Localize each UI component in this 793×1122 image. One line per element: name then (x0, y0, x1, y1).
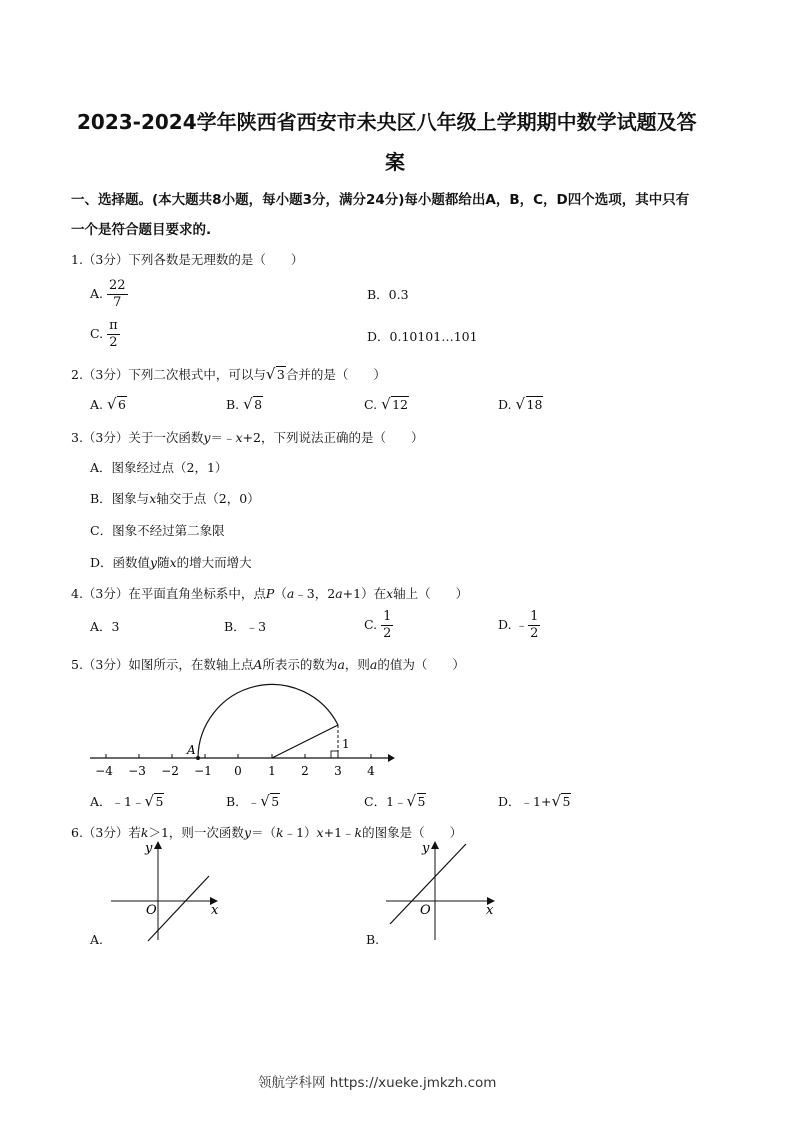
right-angle-mark (331, 751, 338, 758)
square-root (516, 397, 544, 412)
option-label: D. (498, 397, 512, 412)
stem-text: +1）在 (342, 586, 387, 601)
option-text: 的增大而增大 (176, 555, 252, 570)
stem-text: 6.（3分）若 (71, 825, 141, 840)
page-title-line2: 案 (385, 150, 405, 174)
option-text: D．﹣1+ (498, 794, 552, 809)
option-text: 轴交于点（2，0） (156, 491, 260, 506)
y-axis-label: y (422, 841, 430, 856)
variable: a (337, 657, 345, 672)
radicand: 5 (155, 794, 164, 809)
origin-label: O (146, 903, 157, 918)
option-text: B．图象与 (90, 491, 150, 506)
question-5-option-d (498, 792, 571, 810)
radicand: 18 (526, 397, 543, 412)
option-label: C. (364, 397, 378, 412)
stem-text: +1﹣ (323, 825, 355, 840)
question-5-option-b (226, 792, 280, 810)
origin-label: O (420, 903, 431, 918)
variable: x (235, 430, 243, 445)
variable: x (316, 825, 324, 840)
question-4-option-b: B．﹣3 (224, 619, 267, 634)
question-1-option-a (90, 278, 128, 311)
y-axis-label: y (145, 841, 153, 856)
tick-label: −1 (194, 764, 212, 778)
graph-option-b-label: B. (366, 932, 380, 947)
fraction (107, 278, 128, 311)
section-heading-line2: 一个是符合题目要求的. (71, 222, 212, 238)
question-6-stem (71, 823, 462, 841)
question-4-option-d (498, 609, 540, 642)
question-1-option-b: B．0.3 (367, 287, 409, 302)
function-line (148, 876, 209, 941)
variable: k (354, 825, 363, 840)
square-root (407, 794, 427, 809)
question-3-option-a: A．图象经过点（2，1） (90, 460, 228, 475)
tick-label: 2 (301, 764, 309, 778)
denominator: 2 (109, 335, 118, 350)
tick-label: −4 (95, 764, 113, 778)
question-2-stem (71, 365, 386, 383)
question-2-option-c (364, 397, 409, 412)
question-4-stem (71, 584, 468, 602)
height-label: 1 (342, 737, 350, 751)
variable: k (140, 825, 149, 840)
graph-option-a (105, 840, 225, 945)
variable: a (335, 586, 343, 601)
stem-text: ＞1，则一次函数 (148, 825, 244, 840)
question-3-stem (71, 428, 423, 446)
question-5-option-a (90, 792, 164, 810)
radicand: 5 (417, 794, 426, 809)
question-1-stem: 1.（3分）下列各数是无理数的是（ ） (71, 252, 304, 267)
stem-text: 3.（3分）关于一次函数 (71, 430, 204, 445)
tick-label: 1 (268, 764, 276, 778)
stem-text: 的图象是（ ） (362, 825, 463, 840)
stem-text: ＝﹣ (210, 430, 236, 445)
variable: a (286, 586, 295, 601)
x-axis-label: x (486, 903, 494, 918)
section-heading-line1: 一、选择题。(本大题共8小题，每小题3分，满分24分)每小题都给出A，B，C，D四个选项，其中只有 (71, 192, 690, 208)
option-text: A．﹣1﹣ (90, 794, 145, 809)
number-line-figure (85, 676, 395, 781)
stem-text: ＝（ (251, 825, 277, 840)
variable: x (149, 491, 157, 506)
radicand: 5 (562, 794, 571, 809)
stem-text: 4.（3分）在平面直角坐标系中，点 (71, 586, 266, 601)
stem-text: （ (274, 586, 287, 601)
square-root (260, 794, 280, 809)
stem-text: ﹣1） (283, 825, 317, 840)
denominator: 7 (113, 295, 122, 310)
hypotenuse-segment (272, 725, 338, 758)
graph-option-b (382, 840, 502, 945)
question-2-option-a (90, 397, 127, 412)
square-root (144, 794, 164, 809)
y-axis-arrow-icon (431, 841, 439, 849)
tick-label: 4 (367, 764, 375, 778)
question-1-option-d: D．0.10101…101 (367, 329, 478, 344)
numerator: 1 (383, 609, 392, 624)
denominator: 2 (530, 626, 539, 641)
question-5-stem (71, 655, 465, 673)
option-text: 随 (157, 555, 170, 570)
y-axis-arrow-icon (154, 841, 162, 849)
stem-text: +2，下列说法正确的是（ ） (242, 430, 424, 445)
stem-text: 5.（3分）如图所示，在数轴上点 (71, 657, 254, 672)
fraction (107, 318, 120, 351)
radicand: 6 (118, 397, 126, 412)
footer-watermark: 领航学科网 https://xueke.jmkzh.com (258, 1075, 497, 1091)
variable: a (369, 657, 378, 672)
square-root (381, 397, 409, 412)
stem-text: 的值为（ ） (377, 657, 465, 672)
axis-arrow-icon (388, 754, 395, 762)
variable: y (203, 430, 211, 445)
square-root (243, 397, 263, 412)
stem-text: ﹣3，2 (294, 586, 336, 601)
question-3-option-c: C．图象不经过第二象限 (90, 523, 225, 538)
variable: P (265, 586, 275, 601)
option-label: A. (90, 397, 104, 412)
option-label: B. (226, 397, 240, 412)
radicand: 5 (271, 794, 280, 809)
tick-label: −3 (128, 764, 146, 778)
variable: x (386, 586, 394, 601)
point-a (196, 756, 200, 760)
tick-label: 0 (234, 764, 242, 778)
option-label: C. (364, 617, 378, 632)
variable: k (276, 825, 284, 840)
tick-labels (95, 764, 375, 778)
question-4-option-a: A．3 (90, 619, 120, 634)
option-label: A. (90, 286, 104, 301)
page-title-line1: 2023-2024学年陕西省西安市未央区八年级上学期期中数学试题及答 (77, 110, 697, 134)
stem-text: 2.（3分）下列二次根式中，可以与 (71, 367, 266, 382)
numerator: π (109, 318, 118, 333)
question-3-option-b (90, 489, 260, 507)
square-root (266, 367, 286, 382)
fraction (528, 609, 540, 642)
question-5-option-c (364, 792, 426, 810)
question-2-option-d (498, 397, 543, 412)
variable: A (253, 657, 263, 672)
option-label: D. (498, 617, 512, 632)
option-label: C. (90, 326, 104, 341)
graph-option-a-label: A. (90, 932, 104, 947)
tick-label: 3 (334, 764, 342, 778)
radicand: 3 (276, 367, 285, 382)
question-1-option-c (90, 318, 120, 351)
question-4-option-c (364, 609, 393, 642)
variable: y (243, 825, 251, 840)
stem-text: 轴上（ ） (393, 586, 469, 601)
stem-text: 所表示的数为 (262, 657, 338, 672)
minus-sign: ﹣ (515, 617, 529, 632)
denominator: 2 (383, 626, 392, 641)
radicand: 12 (392, 397, 408, 412)
square-root (107, 397, 127, 412)
question-3-option-d (90, 553, 252, 571)
question-2-option-b (226, 397, 263, 412)
fraction (381, 609, 393, 642)
stem-text: 合并的是（ ） (285, 367, 386, 382)
stem-text: ，则 (344, 657, 370, 672)
x-axis-label: x (211, 903, 219, 918)
tick-label: −2 (161, 764, 179, 778)
numerator: 22 (109, 278, 126, 293)
numerator: 1 (530, 609, 539, 624)
variable: x (169, 555, 177, 570)
variable: y (150, 555, 158, 570)
option-text: C．1﹣ (364, 794, 407, 809)
option-text: B．﹣ (226, 794, 261, 809)
option-text: D．函数值 (90, 555, 151, 570)
arc (198, 684, 338, 758)
radicand: 8 (254, 397, 263, 412)
square-root (551, 794, 571, 809)
point-a-label: A (187, 743, 196, 757)
